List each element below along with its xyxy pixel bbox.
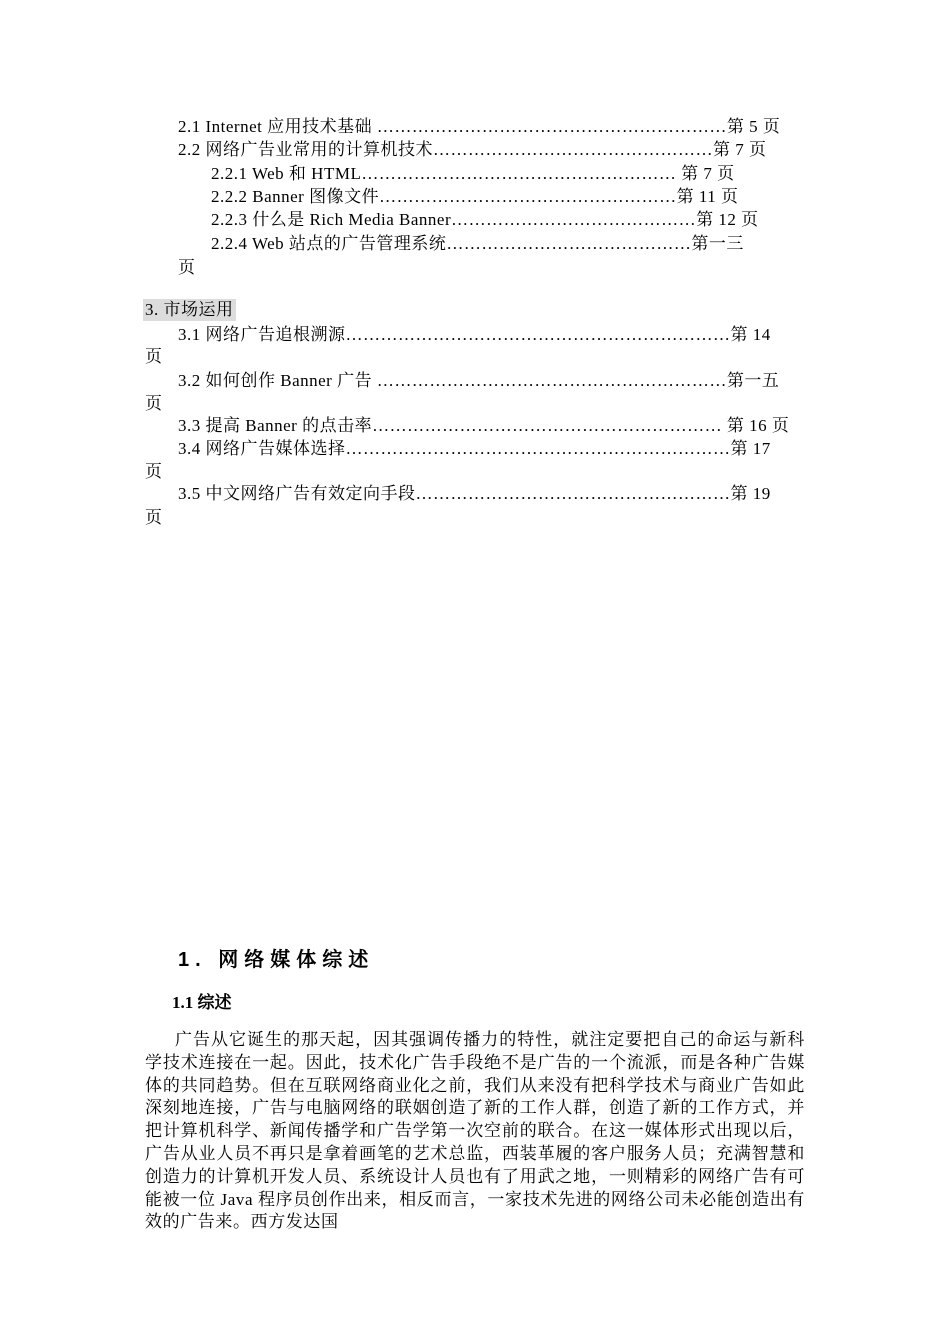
- toc-item-text: 2.2.3 什么是 Rich Media Banner……………………………………第 12 页: [211, 210, 759, 229]
- toc-item-text: 3.4 网络广告媒体选择…………………………………………………………第 17: [178, 439, 771, 458]
- toc-item-text: 3.1 网络广告追根溯源…………………………………………………………第 14: [178, 325, 771, 344]
- toc-item-3-1[interactable]: [145, 324, 805, 346]
- toc-item-3-5-wrap: 页: [145, 508, 163, 527]
- toc-item-text: 3.2 如何创作 Banner 广告 ……………………………………………………第一五: [178, 371, 780, 390]
- toc-item-2-2[interactable]: [145, 139, 805, 161]
- toc-item-2-2-1[interactable]: [145, 163, 805, 185]
- body-paragraph: 广告从它诞生的那天起，因其强调传播力的特性，就注定要把自己的命运与新科学技术连接在一起。因此，技术化广告手段绝不是广告的一个流派，而是各种广告媒体的共同趋势。但在互联网络商业化之前，我们从来没有把科学技术与商业广告如此深刻地连接，广告与电脑网络的联姻创造了新的工作人群，创造了新的工作方式，并把计算机科学、新闻传播学和广告学第一次空前的联合。在这一媒体形式出现以后，广告从业人员不再只是拿着画笔的艺术总监，西装革履的客户服务人员；充满智慧和创造力的计算机开发人员、系统设计人员也有了用武之地，一则精彩的网络广告有可能被一位 Java 程序员创作出来，相反而言，一家技术先进的网络公司未必能创造出有效的广告来。西方发达国: [145, 1030, 805, 1232]
- toc-item-3-4-wrap: 页: [145, 462, 163, 481]
- toc-item-3-1-wrap: 页: [145, 347, 163, 366]
- toc-item-text: 2.1 Internet 应用技术基础 ……………………………………………………第 5 页: [178, 117, 781, 136]
- toc-item-text: 2.2.2 Banner 图像文件……………………………………………第 11 页: [211, 187, 739, 206]
- section-title: 1.1 综述: [172, 993, 232, 1012]
- toc-item-text: 3.3 提高 Banner 的点击率…………………………………………………… 第 16 页: [178, 416, 790, 435]
- toc-item-text: 2.2.4 Web 站点的广告管理系统……………………………………第一三: [211, 234, 744, 253]
- toc-item-3-5[interactable]: [145, 483, 805, 505]
- chapter-title: 1. 网络媒体综述: [178, 949, 375, 971]
- toc-item-2-2-4[interactable]: [145, 233, 805, 255]
- toc-item-3-3[interactable]: [145, 415, 805, 437]
- toc-item-3-2-wrap: 页: [145, 394, 163, 413]
- toc-item-2-2-2[interactable]: [145, 186, 805, 208]
- toc-item-2-2-4-wrap: 页: [178, 258, 196, 277]
- toc-item-2-1[interactable]: [145, 116, 805, 138]
- toc-item-text: 2.2.1 Web 和 HTML……………………………………………… 第 7 页: [211, 164, 735, 183]
- toc-item-text: 3.5 中文网络广告有效定向手段………………………………………………第 19: [178, 484, 771, 503]
- toc-item-3-4[interactable]: [145, 438, 805, 460]
- toc-section-heading[interactable]: 3. 市场运用: [145, 300, 234, 319]
- toc-item-3-2[interactable]: [145, 370, 805, 392]
- toc-item-2-2-3[interactable]: [145, 209, 805, 231]
- toc-item-text: 2.2 网络广告业常用的计算机技术…………………………………………第 7 页: [178, 140, 767, 159]
